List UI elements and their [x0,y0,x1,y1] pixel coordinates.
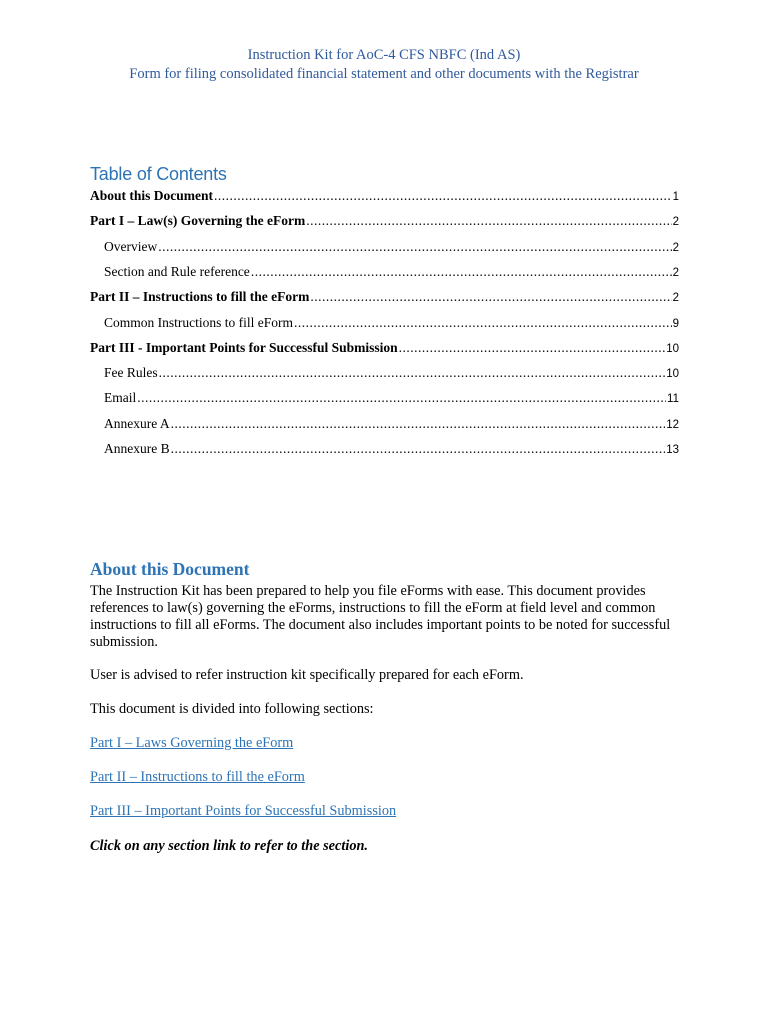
toc-entry-page: 10 [666,368,679,380]
toc-entry-page: 11 [667,393,679,405]
toc-leader-dots [294,315,672,331]
link-part-2[interactable]: Part II – Instructions to fill the eForm [90,769,305,785]
closing-instruction: Click on any section link to refer to the section. [90,838,368,854]
toc-entry-fee-rules[interactable] [104,365,679,385]
toc-entry-overview[interactable] [104,239,679,259]
toc-title: Table of Contents [90,164,227,184]
toc-leader-dots [251,264,672,280]
toc-entry-page: 13 [666,444,679,456]
toc-entry-about[interactable] [90,188,679,208]
document-header [0,46,768,84]
toc-entry-page: 2 [672,267,679,279]
toc-entry-common-instructions[interactable] [104,315,679,335]
toc-entry-page: 1 [672,191,679,203]
toc-entry-label: Part II – Instructions to fill the eForm [90,289,310,304]
toc-leader-dots [137,390,666,406]
advice-paragraph: User is advised to refer instruction kit specifically prepared for each eForm. [90,667,524,683]
toc-entry-label: Part III - Important Points for Successful Submission [90,340,398,355]
about-heading: About this Document [90,559,250,579]
toc-entry-page: 2 [672,216,679,228]
toc-entry-part-3[interactable] [90,340,679,360]
toc-leader-dots [399,340,666,356]
toc-entry-label: Fee Rules [104,365,158,380]
toc-entry-email[interactable] [104,390,679,410]
about-intro-paragraph: The Instruction Kit has been prepared to help you file eForms with ease. This document provides references to law(s) governing the eForms, instructions to fill the eForm at field level and common instructions to fill all eForms. The document also includes important points to be noted for successful submission. [90,583,671,650]
toc-entry-page: 10 [666,343,679,355]
link-part-3[interactable]: Part III – Important Points for Successful Submission [90,803,397,819]
toc-entry-page: 2 [672,292,679,304]
toc-entry-label: Email [104,390,137,405]
toc-leader-dots [306,213,671,229]
toc-entry-section-rule[interactable] [104,264,679,284]
toc-entry-part-2[interactable] [90,289,679,309]
toc-entry-label: Section and Rule reference [104,264,250,279]
toc-leader-dots [214,188,672,204]
toc-leader-dots [171,441,666,457]
toc-entry-page: 12 [666,419,679,431]
toc-entry-annexure-b[interactable] [104,441,679,461]
toc-entry-page: 2 [672,242,679,254]
toc-entry-page: 9 [672,318,679,330]
toc-entry-part-1[interactable] [90,213,679,233]
toc-entry-label: Part I – Law(s) Governing the eForm [90,213,306,228]
toc-leader-dots [158,239,671,255]
header-subtitle: Form for filing consolidated financial statement and other documents with the Registrar [129,66,639,82]
toc-leader-dots [171,416,666,432]
header-title: Instruction Kit for AoC-4 CFS NBFC (Ind AS) [247,47,521,63]
toc-entry-label: Common Instructions to fill eForm [104,315,293,330]
toc-entry-annexure-a[interactable] [104,416,679,436]
toc-leader-dots [310,289,671,305]
toc-leader-dots [159,365,666,381]
sections-intro-paragraph: This document is divided into following sections: [90,701,374,717]
link-part-1[interactable]: Part I – Laws Governing the eForm [90,735,294,751]
toc-entry-label: About this Document [90,188,214,203]
toc-entry-label: Overview [104,239,158,254]
toc-entry-label: Annexure B [104,441,170,456]
toc-entry-label: Annexure A [104,416,170,431]
